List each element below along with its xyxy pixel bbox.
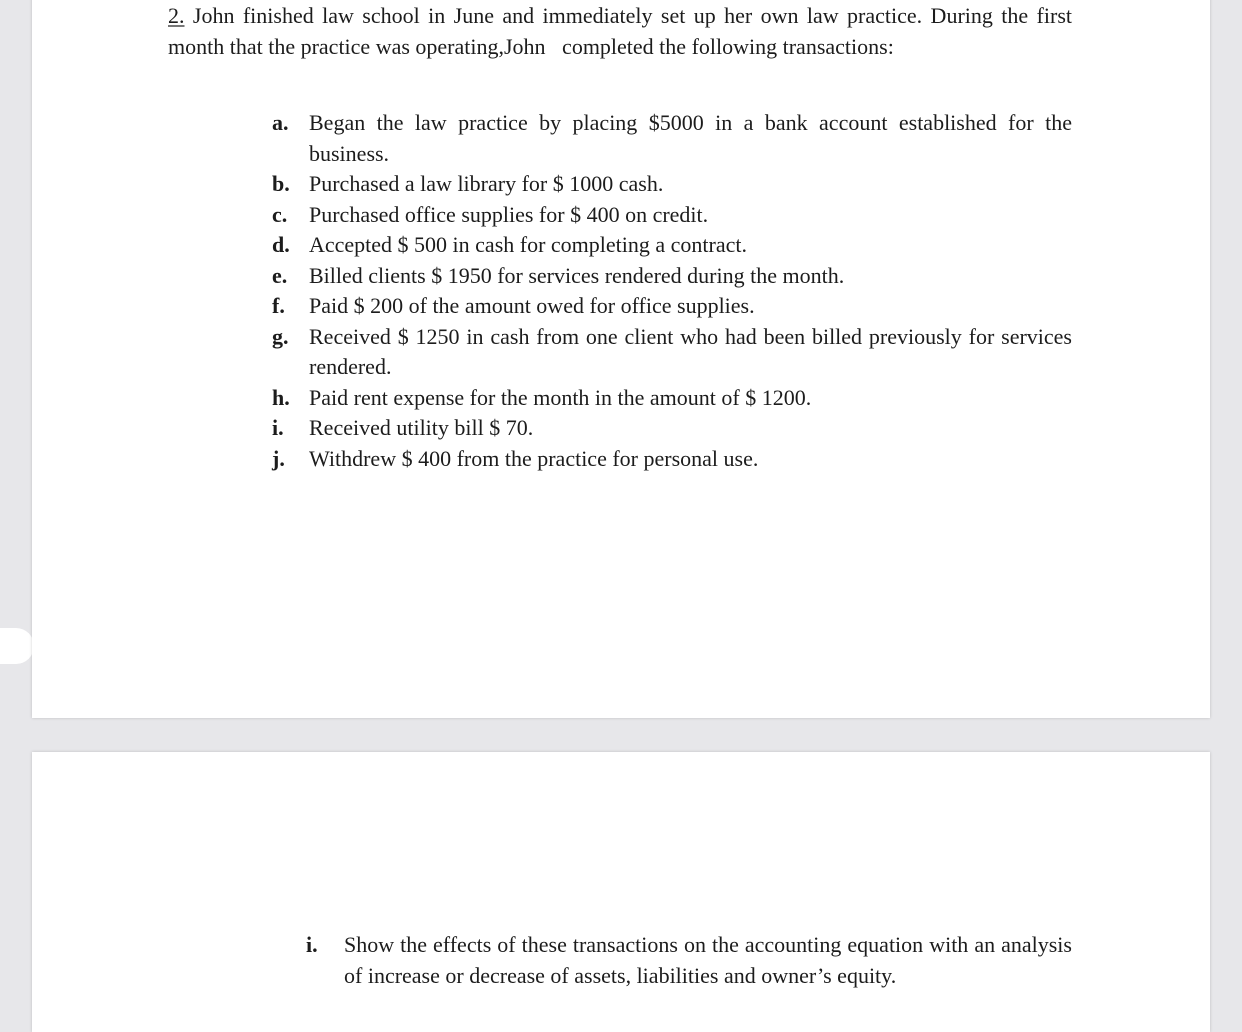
item-letter: a. <box>272 110 289 135</box>
item-text: Withdrew $ 400 from the practice for personal use. <box>309 445 759 471</box>
item-letter: e. <box>272 262 288 288</box>
transaction-item-a <box>272 108 1072 169</box>
item-letter: i. <box>272 415 284 440</box>
transaction-list <box>272 108 1072 474</box>
item-letter: b. <box>272 171 290 196</box>
transaction-item-i <box>272 413 1072 444</box>
transaction-item-e <box>272 261 1072 292</box>
question-number: 2. <box>168 3 185 28</box>
item-letter: h. <box>272 384 290 410</box>
transaction-item-j <box>272 444 1072 475</box>
item-text: Paid $ 200 of the amount owed for office supplies. <box>309 293 755 318</box>
transaction-item-d <box>272 230 1072 261</box>
item-text: Received $ 1250 in cash from one client who had been billed previously for services rendered. <box>309 323 1072 379</box>
item-letter: d. <box>272 232 290 257</box>
item-text: Billed clients $ 1950 for services rendered during the month. <box>309 262 845 288</box>
transaction-item-g <box>272 322 1072 383</box>
transaction-item-f <box>272 291 1072 322</box>
item-text: Received utility bill $ 70. <box>309 415 534 440</box>
task-text: Show the effects of these transactions on the accounting equation with an analysis of increase or decrease of assets, liabilities and owner’s equity. <box>344 932 1072 988</box>
item-letter: f. <box>272 293 285 318</box>
item-letter: j. <box>272 445 285 471</box>
item-text: Purchased office supplies for $ 400 on credit. <box>309 201 709 227</box>
item-text: Accepted $ 500 in cash for completing a contract. <box>309 232 748 257</box>
item-text: Purchased a law library for $ 1000 cash. <box>309 171 664 196</box>
task-letter: i. <box>306 932 318 957</box>
task-instruction <box>306 930 1072 991</box>
item-letter: c. <box>272 201 288 227</box>
item-text: Began the law practice by placing $5000 in a bank account established for the business. <box>309 110 1072 166</box>
question-paragraph <box>168 0 1072 62</box>
transaction-item-b <box>272 169 1072 200</box>
question-intro: John finished law school in June and immediately set up her own law practice. During the first month that the practice was operating,John completed the following transactions: <box>168 3 1072 59</box>
side-panel-handle[interactable] <box>0 628 34 664</box>
item-letter: g. <box>272 323 289 349</box>
transaction-item-h <box>272 383 1072 414</box>
item-text: Paid rent expense for the month in the amount of $ 1200. <box>309 384 812 410</box>
transaction-item-c <box>272 200 1072 231</box>
